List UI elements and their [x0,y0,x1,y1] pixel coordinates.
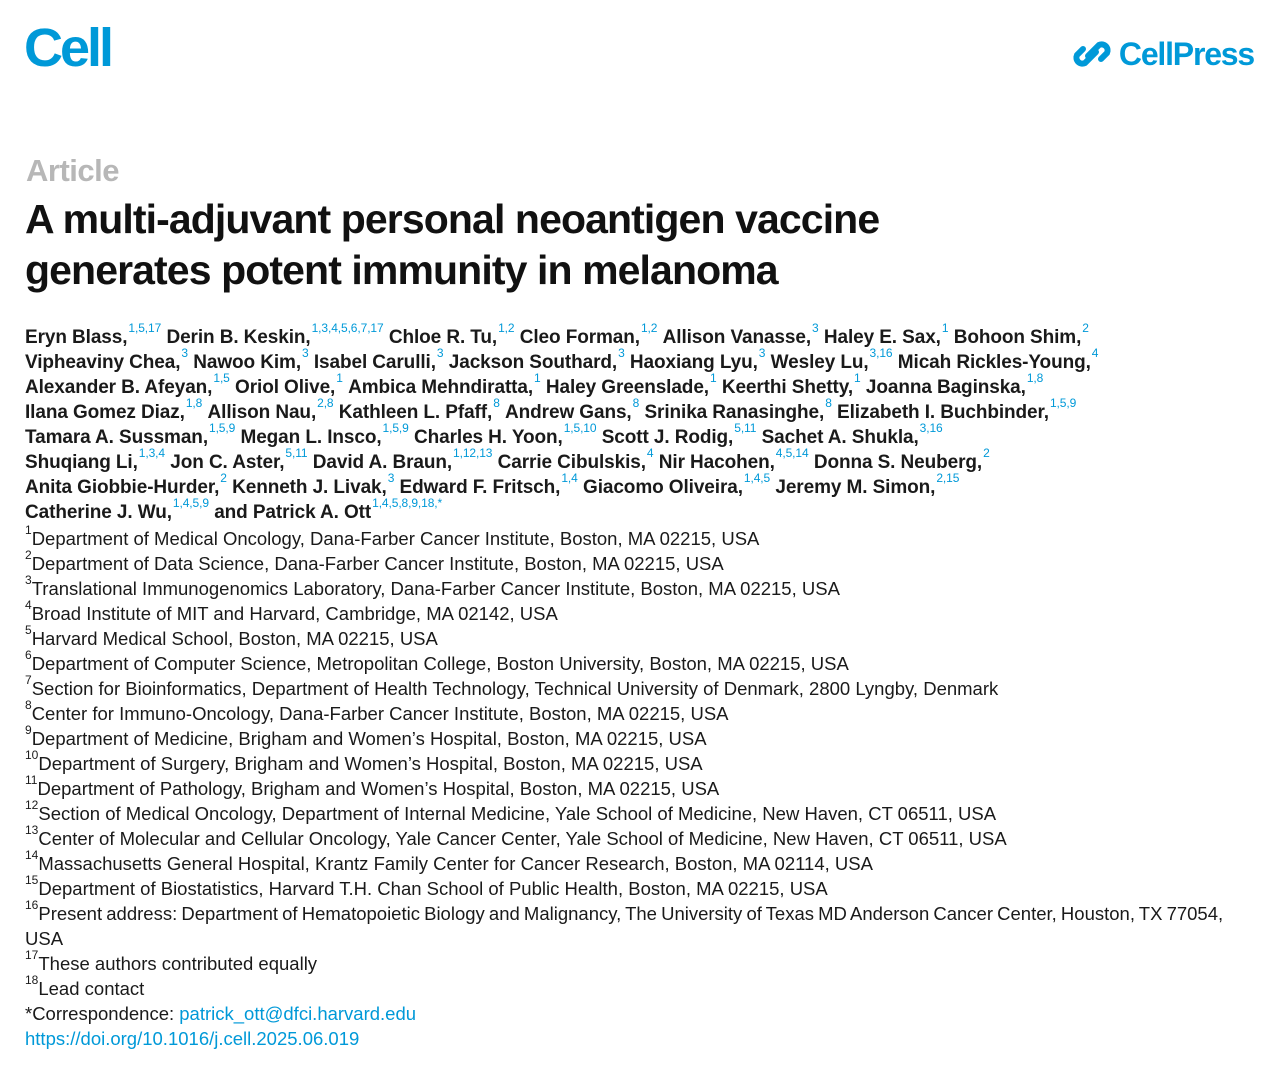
affiliation-text: Translational Immunogenomics Laboratory, Dana-Farber Cancer Institute, Boston, MA 02215, USA [31,578,840,599]
author [644,396,832,423]
author-affiliation-link[interactable]: 2 [220,471,227,485]
author-name: Catherine J. Wu, [25,502,172,523]
affiliation-text: Broad Institute of MIT and Harvard, Cambridge, MA 02142, USA [31,603,558,624]
author [505,396,640,423]
affiliation-number: 3 [25,573,32,587]
author [837,396,1077,423]
author [721,371,861,398]
author-name: Nir Hacohen, [658,452,775,473]
affiliation-text: These authors contributed equally [38,953,318,974]
affiliation-text: Center of Molecular and Cellular Oncology, Yale Cancer Center, Yale School of Medicine, New Haven, CT 06511, USA [38,828,1007,849]
doi-link[interactable]: https://doi.org/10.1016/j.cell.2025.06.019 [25,1028,360,1049]
author-affiliation-link[interactable]: 4 [1091,346,1099,360]
affiliation-number: 14 [25,848,39,862]
author-name: Jon C. Aster, [170,452,285,473]
author-name: Edward F. Fritsch, [399,477,561,498]
affiliation-list [25,523,1265,1051]
affiliation-number: 18 [25,973,39,987]
title-line: generates potent immunity in melanoma [25,247,778,293]
author-name: Andrew Gans, [505,402,632,423]
affiliation [25,623,1265,651]
affiliation-number: 10 [25,748,39,762]
author-name: Haley E. Sax, [823,327,941,348]
correspondence [25,1001,1265,1026]
journal-logo: Cell [24,18,112,78]
publisher-name: CellPress [1118,36,1254,72]
author-name: Ambica Mehndiratta, [348,377,534,398]
author [313,346,444,373]
author [25,421,236,448]
author [519,321,658,348]
affiliation [25,773,1265,801]
affiliation-number: 2 [25,548,32,562]
author-name: Ilana Gomez Diaz, [25,402,185,423]
author [761,421,943,448]
author-name: Joanna Baginska, [865,377,1026,398]
author [897,346,1099,373]
author [823,321,949,348]
author-affiliation-link[interactable]: 1,5,17 [128,321,162,335]
author-affiliation-link[interactable]: 1,2 [498,321,515,335]
author-affiliation-link[interactable]: 1,4,5 [743,471,771,485]
author-affiliation-link[interactable]: 1 [336,371,343,385]
affiliation-text: Department of Computer Science, Metropolitan College, Boston University, Boston, MA 02215, USA [31,653,849,674]
author-affiliation-link[interactable]: 2,8 [317,396,334,410]
affiliation [25,823,1265,851]
affiliation [25,723,1265,751]
author-affiliation-link[interactable]: 1,5,9 [209,421,236,435]
affiliation-number: 11 [25,773,38,787]
author-name: Haley Greenslade, [545,377,709,398]
author-affiliation-link[interactable]: 1 [941,321,949,335]
affiliation-text: Department of Surgery, Brigham and Women’s Hospital, Boston, MA 02215, USA [38,753,703,774]
author-name: Kenneth J. Livak, [232,477,387,498]
author-line [25,346,1265,375]
author-name: Scott J. Rodig, [601,427,734,448]
affiliation-number: 5 [25,623,32,637]
publisher-logo [1073,34,1254,74]
author-name: Micah Rickles-Young, [897,352,1091,373]
affiliation [25,873,1265,901]
author [232,471,395,498]
author [775,471,960,498]
author [348,371,541,398]
author [25,321,162,348]
author-affiliation-link[interactable]: 3 [618,346,625,360]
author [601,421,757,448]
author-affiliation-link[interactable]: 5,11 [285,446,308,460]
author [170,446,308,473]
author [312,446,493,473]
author-affiliation-link[interactable]: 1,4,5,9 [172,496,209,510]
author-name: Wesley Lu, [770,352,869,373]
author-name: Oriol Olive, [235,377,336,398]
author [583,471,771,498]
author-affiliation-link[interactable]: 1,5,9 [1049,396,1077,410]
author-affiliation-link[interactable]: 2 [983,446,990,460]
author-affiliation-link[interactable]: 3 [436,346,444,360]
affiliation [25,573,1265,601]
article-title [25,194,1255,296]
affiliation-text: Present address: Department of Hematopoietic Biology and Malignancy, The University of Texas MD Anderson Cancer Center, Houston, TX 77054, USA [25,903,1224,949]
affiliation [25,848,1265,876]
affiliation-text: Department of Pathology, Brigham and Women’s Hospital, Boston, MA 02215, USA [37,778,720,799]
author-name: Tamara A. Sussman, [25,427,208,448]
affiliation [25,523,1265,551]
author-name: Carrie Cibulskis, [497,452,646,473]
author-affiliation-link[interactable]: 1,3,4 [138,446,165,460]
affiliation-number: 8 [25,698,32,712]
author-name: and Patrick A. Ott [214,502,372,523]
author-list [25,321,1265,525]
author-line [25,371,1265,400]
author-affiliation-link[interactable]: 3,16 [869,346,893,360]
author-affiliation-link[interactable]: 1,8 [1026,371,1044,385]
affiliation-text: Department of Medical Oncology, Dana-Farber Cancer Institute, Boston, MA 02215, USA [31,528,760,549]
author-name: Haoxiang Lyu, [629,352,758,373]
author-name: Sachet A. Shukla, [761,427,919,448]
author-line [25,446,1265,475]
author [497,446,654,473]
author-affiliation-link[interactable]: 3 [181,346,188,360]
author-affiliation-link[interactable]: 1,4 [561,471,578,485]
author-affiliation-link[interactable]: 3 [758,346,766,360]
author [629,346,766,373]
author [865,371,1044,398]
author-affiliation-link[interactable]: 8 [825,396,832,410]
affiliation [25,798,1265,826]
author-affiliation-link[interactable]: 1 [534,371,541,385]
author-name: Bohoon Shim, [953,327,1082,348]
author-name: Alexander B. Afeyan, [25,377,213,398]
author-line [25,421,1265,450]
author-name: Kathleen L. Pfaff, [338,402,493,423]
author-line [25,321,1265,350]
author-name: Anita Giobbie-Hurder, [25,477,220,498]
author [25,396,203,423]
affiliation-number: 13 [25,823,39,837]
author-name: Charles H. Yoon, [414,427,563,448]
affiliation [25,648,1265,676]
affiliation-number: 12 [25,798,39,812]
author-affiliation-link[interactable]: 1,5 [213,371,230,385]
author-affiliation-link[interactable]: 1 [709,371,717,385]
affiliation-text: Harvard Medical School, Boston, MA 02215, USA [31,628,438,649]
author-name: Allison Nau, [207,402,317,423]
author-affiliation-link[interactable]: 4,5,14 [775,446,809,460]
affiliation-number: 4 [25,598,32,612]
author [545,371,717,398]
affiliation-number: 17 [25,948,39,962]
affiliation-text: Department of Data Science, Dana-Farber Cancer Institute, Boston, MA 02215, USA [31,553,724,574]
affiliation [25,598,1265,626]
author [338,396,500,423]
author-affiliation-link[interactable]: 1,5,10 [563,421,597,435]
author [25,346,188,373]
affiliation-number: 9 [25,723,32,737]
author-name: Allison Vanasse, [662,327,811,348]
author-name: Chloe R. Tu, [388,327,498,348]
author [214,496,443,523]
author-affiliation-link[interactable]: 5,11 [734,421,757,435]
author [662,321,819,348]
author-name: Shuqiang Li, [25,452,138,473]
affiliation-text: Lead contact [38,978,145,999]
author [240,421,409,448]
author-name: Derin B. Keskin, [166,327,311,348]
affiliation-number: 15 [25,873,39,887]
author-affiliation-link[interactable]: 8 [493,396,500,410]
affiliation-text: Section of Medical Oncology, Department of Internal Medicine, Yale School of Medicine, New Haven, CT 06511, USA [38,803,997,824]
author-name: Jeremy M. Simon, [775,477,936,498]
author-line [25,471,1265,500]
author-name: Eryn Blass, [25,327,128,348]
author-affiliation-link[interactable]: 3 [812,321,819,335]
affiliation-text: Department of Biostatistics, Harvard T.H. Chan School of Public Health, Boston, MA 02215, USA [38,878,828,899]
author [25,446,165,473]
author [658,446,809,473]
affiliation [25,748,1265,776]
author-affiliation-link[interactable]: 3 [387,471,395,485]
author [399,471,578,498]
author [388,321,515,348]
affiliation [25,973,1265,1001]
affiliation [25,948,1265,976]
author-affiliation-link[interactable]: 3,16 [919,421,943,435]
author-affiliation-link[interactable]: 1,12,13 [453,446,493,460]
author-affiliation-link[interactable]: 1,8 [185,396,203,410]
author-name: Nawoo Kim, [193,352,301,373]
author-line [25,496,1265,525]
author-affiliation-link[interactable]: 1,2 [640,321,658,335]
author [448,346,625,373]
affiliation-number: 6 [25,648,32,662]
author [953,321,1089,348]
author-name: Giacomo Oliveira, [583,477,743,498]
author [235,371,343,398]
affiliation-number: 7 [25,673,32,687]
author [770,346,893,373]
author-name: Srinika Ranasinghe, [644,402,825,423]
author-affiliation-link[interactable]: 8 [632,396,640,410]
title-line: A multi-adjuvant personal neoantigen vaccine [25,196,880,242]
affiliation [25,548,1265,576]
article-category: Article [26,153,119,188]
author [193,346,309,373]
affiliation [25,898,1257,951]
cellpress-link-icon [1073,34,1111,74]
affiliation-number: 1 [25,523,32,537]
author-affiliation-link[interactable]: 3 [302,346,309,360]
author-name: David A. Braun, [312,452,453,473]
author [166,321,384,348]
author-affiliation-link[interactable]: 1,5,9 [382,421,409,435]
affiliation-text: Department of Medicine, Brigham and Women’s Hospital, Boston, MA 02215, USA [31,728,707,749]
affiliation-text: Section for Bioinformatics, Department of Health Technology, Technical University of Denmark, 2800 Lyngby, Denmark [31,678,999,699]
affiliation-number: 16 [25,898,39,912]
author-name: Cleo Forman, [519,327,640,348]
author-name: Isabel Carulli, [313,352,436,373]
correspondence-email-link[interactable]: patrick_ott@dfci.harvard.edu [179,1003,417,1024]
affiliation-text: Massachusetts General Hospital, Krantz Family Center for Cancer Research, Boston, MA 02114, USA [38,853,873,874]
author-affiliation-link[interactable]: 2,15 [936,471,960,485]
author [414,421,597,448]
author-name: Elizabeth I. Buchbinder, [837,402,1049,423]
author-affiliation-link[interactable]: 1,4,5,8,9,18,* [372,496,443,510]
affiliation [25,673,1265,701]
author-name: Vipheaviny Chea, [25,352,181,373]
author-affiliation-link[interactable]: 4 [646,446,654,460]
affiliation [25,698,1265,726]
author-name: Keerthi Shetty, [721,377,854,398]
correspondence-label: *Correspondence: [25,1003,180,1024]
author [813,446,990,473]
author [25,471,227,498]
author-name: Jackson Southard, [448,352,618,373]
author [207,396,334,423]
author-affiliation-link[interactable]: 1,3,4,5,6,7,17 [311,321,384,335]
affiliation-text: Center for Immuno-Oncology, Dana-Farber Cancer Institute, Boston, MA 02215, USA [31,703,729,724]
author-name: Megan L. Insco, [240,427,382,448]
author-affiliation-link[interactable]: 1 [854,371,861,385]
author [25,371,230,398]
author [25,496,209,523]
author-name: Donna S. Neuberg, [813,452,983,473]
author-affiliation-link[interactable]: 2 [1082,321,1089,335]
